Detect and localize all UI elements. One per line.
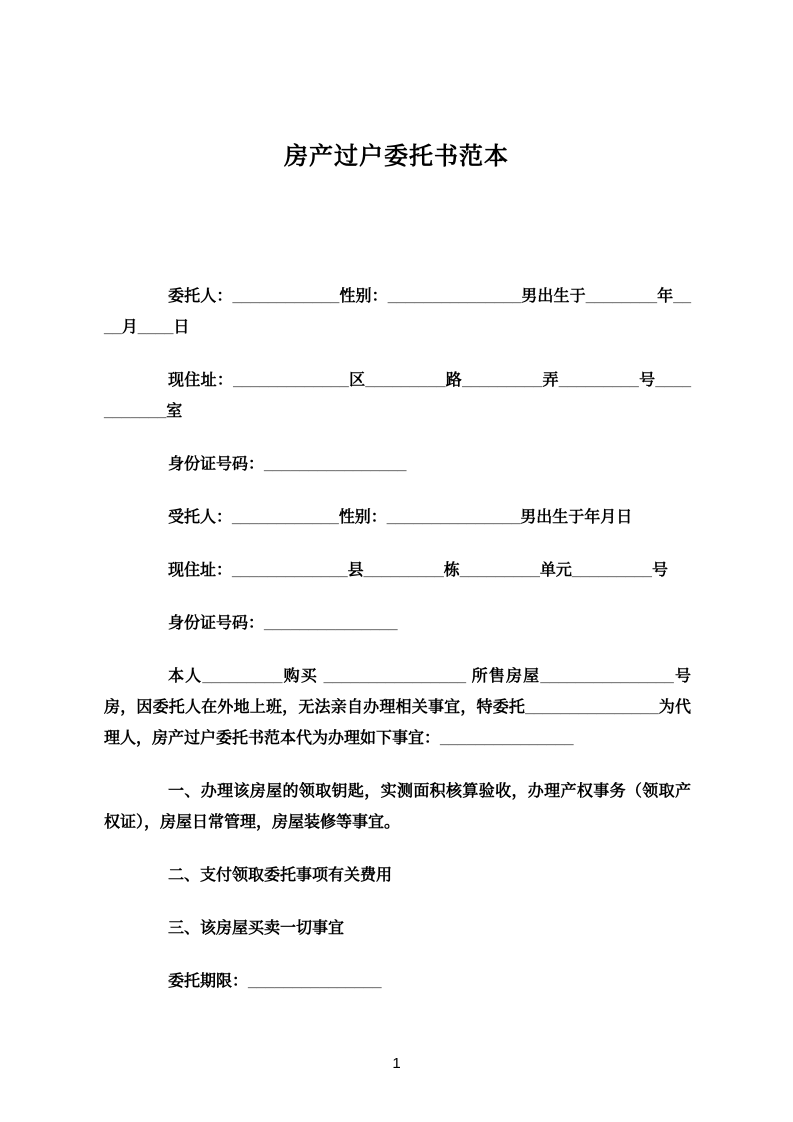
document-title: 房产过户委托书范本 xyxy=(284,143,509,170)
paragraph-entrustment-period: 委托期限：_______________ xyxy=(168,973,382,990)
paragraph-principal-id: 身份证号码：________________ xyxy=(168,456,407,473)
paragraph-item-two: 二、支付领取委托事项有关费用 xyxy=(168,867,393,884)
paragraph-agent-info: 受托人：____________性别：_______________男出生于年月日 xyxy=(168,509,633,526)
page-number: 1 xyxy=(392,1055,401,1072)
document-body xyxy=(104,281,691,997)
paragraph-principal-address: 现住址：_____________区_________路_________弄_________号___________室 xyxy=(104,372,691,420)
paragraph-entrustment-statement: 本人_________购买 ________________ 所售房屋_______________号 房，因委托人在外地上班，无法亲自办理相关事宜，特委托_______________为代理人，房产过户委托书范本代为办理如下事宜：_______________ xyxy=(104,668,691,747)
paragraph-principal-info: 委托人：____________性别：_______________男出生于________年____月____日 xyxy=(104,288,691,336)
paragraph-agent-address: 现住址：_____________县_________栋_________单元_________号 xyxy=(168,562,668,579)
paragraph-agent-id: 身份证号码：_______________ xyxy=(168,615,398,632)
paragraph-item-three: 三、该房屋买卖一切事宜 xyxy=(168,920,345,937)
paragraph-item-one: 一、办理该房屋的领取钥匙，实测面积核算验收，办理产权事务（领取产权证），房屋日常管理，房屋装修等事宜。 xyxy=(104,783,691,831)
